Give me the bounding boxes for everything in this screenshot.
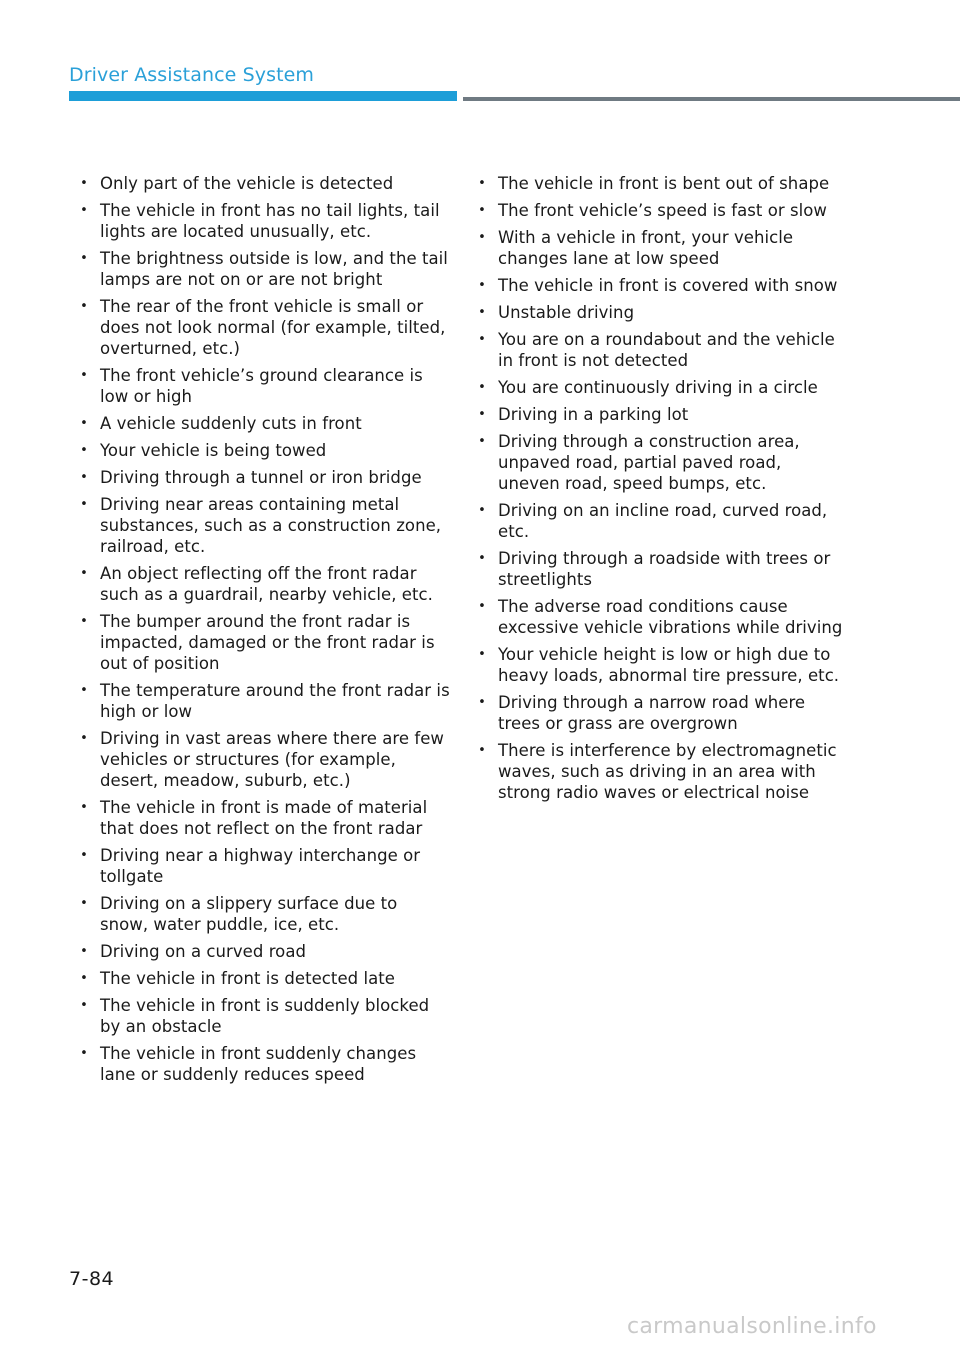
list-item bbox=[476, 404, 846, 425]
list-item bbox=[476, 431, 846, 494]
list-item-text: The temperature around the front radar is high or low bbox=[100, 681, 450, 721]
list-item-text: You are on a roundabout and the vehicle in front is not detected bbox=[498, 330, 835, 370]
bullet-icon: • bbox=[478, 503, 486, 518]
list-item-text: A vehicle suddenly cuts in front bbox=[100, 414, 362, 433]
list-item bbox=[476, 200, 846, 221]
list-item-text: The vehicle in front suddenly changes lane or suddenly reduces speed bbox=[100, 1044, 417, 1084]
bullet-icon: • bbox=[478, 743, 486, 758]
bullet-icon: • bbox=[80, 497, 88, 512]
list-item-text: Driving on a slippery surface due to snow, water puddle, ice, etc. bbox=[100, 894, 398, 934]
bullet-icon: • bbox=[80, 944, 88, 959]
list-item bbox=[78, 173, 450, 194]
list-item bbox=[78, 845, 450, 887]
list-item-text: Only part of the vehicle is detected bbox=[100, 174, 394, 193]
bullet-icon: • bbox=[80, 614, 88, 629]
bullet-icon: • bbox=[80, 443, 88, 458]
bullet-icon: • bbox=[478, 647, 486, 662]
list-item bbox=[78, 1043, 450, 1085]
bullet-icon: • bbox=[478, 599, 486, 614]
bullet-icon: • bbox=[478, 434, 486, 449]
list-item bbox=[78, 893, 450, 935]
list-item bbox=[78, 680, 450, 722]
bullet-icon: • bbox=[80, 971, 88, 986]
list-item-text: The vehicle in front is covered with snow bbox=[498, 276, 838, 295]
bullet-icon: • bbox=[80, 416, 88, 431]
bullet-icon: • bbox=[80, 896, 88, 911]
bullet-icon: • bbox=[80, 470, 88, 485]
list-item-text: Your vehicle is being towed bbox=[100, 441, 327, 460]
bullet-icon: • bbox=[478, 551, 486, 566]
list-item-text: Driving on an incline road, curved road, etc. bbox=[498, 501, 828, 541]
list-item-text: With a vehicle in front, your vehicle changes lane at low speed bbox=[498, 228, 794, 268]
bullet-icon: • bbox=[80, 176, 88, 191]
list-item bbox=[78, 728, 450, 791]
list-item bbox=[78, 296, 450, 359]
list-item bbox=[476, 692, 846, 734]
header-rule-gray bbox=[463, 97, 960, 101]
bullet-icon: • bbox=[80, 731, 88, 746]
bullet-icon: • bbox=[478, 305, 486, 320]
list-item-text: The rear of the front vehicle is small or does not look normal (for example, tilted, overturned, etc.) bbox=[100, 297, 446, 358]
list-item-text: There is interference by electromagnetic waves, such as driving in an area with strong radio waves or electrical noise bbox=[498, 741, 837, 802]
list-item-text: The front vehicle’s speed is fast or slow bbox=[498, 201, 827, 220]
list-item-text: Your vehicle height is low or high due to heavy loads, abnormal tire pressure, etc. bbox=[498, 645, 840, 685]
list-item-text: Driving through a roadside with trees or streetlights bbox=[498, 549, 831, 589]
list-item bbox=[78, 995, 450, 1037]
list-item bbox=[476, 275, 846, 296]
list-item bbox=[78, 413, 450, 434]
list-item bbox=[476, 644, 846, 686]
bullet-icon: • bbox=[80, 368, 88, 383]
list-item bbox=[476, 500, 846, 542]
list-item-text: The adverse road conditions cause excessive vehicle vibrations while driving bbox=[498, 597, 843, 637]
list-item-text: Driving near a highway interchange or tollgate bbox=[100, 846, 421, 886]
list-item-text: The vehicle in front is detected late bbox=[100, 969, 395, 988]
list-item-text: Driving through a construction area, unpaved road, partial paved road, uneven road, speed bumps, etc. bbox=[498, 432, 800, 493]
list-item-text: The vehicle in front is suddenly blocked by an obstacle bbox=[100, 996, 430, 1036]
list-item bbox=[78, 440, 450, 461]
list-item bbox=[476, 740, 846, 803]
list-item bbox=[476, 377, 846, 398]
list-item-text: The vehicle in front is bent out of shape bbox=[498, 174, 830, 193]
list-item-text: The bumper around the front radar is impacted, damaged or the front radar is out of position bbox=[100, 612, 435, 673]
list-item bbox=[476, 173, 846, 194]
list-item-text: Driving in vast areas where there are few vehicles or structures (for example, desert, meadow, suburb, etc.) bbox=[100, 729, 444, 790]
bullet-icon: • bbox=[478, 278, 486, 293]
list-item bbox=[476, 548, 846, 590]
bullet-icon: • bbox=[478, 695, 486, 710]
list-item bbox=[78, 968, 450, 989]
bullet-icon: • bbox=[478, 380, 486, 395]
bullet-icon: • bbox=[80, 203, 88, 218]
list-item-text: Driving on a curved road bbox=[100, 942, 306, 961]
bullet-icon: • bbox=[478, 332, 486, 347]
bullet-icon: • bbox=[80, 800, 88, 815]
bullet-icon: • bbox=[478, 176, 486, 191]
bullet-icon: • bbox=[478, 407, 486, 422]
list-item bbox=[78, 941, 450, 962]
list-item bbox=[78, 200, 450, 242]
list-item bbox=[476, 596, 846, 638]
list-item bbox=[78, 797, 450, 839]
bullet-icon: • bbox=[478, 203, 486, 218]
left-bullet-list bbox=[78, 173, 450, 1091]
bullet-icon: • bbox=[80, 251, 88, 266]
list-item bbox=[78, 494, 450, 557]
list-item bbox=[78, 563, 450, 605]
bullet-icon: • bbox=[80, 299, 88, 314]
section-title: Driver Assistance System bbox=[69, 64, 315, 86]
bullet-icon: • bbox=[80, 683, 88, 698]
watermark: carmanualsonline.info bbox=[627, 1314, 877, 1339]
bullet-icon: • bbox=[80, 1046, 88, 1061]
bullet-icon: • bbox=[478, 230, 486, 245]
list-item bbox=[78, 611, 450, 674]
list-item bbox=[78, 365, 450, 407]
list-item-text: Driving through a narrow road where trees or grass are overgrown bbox=[498, 693, 806, 733]
list-item-text: An object reflecting off the front radar such as a guardrail, nearby vehicle, etc. bbox=[100, 564, 433, 604]
list-item-text: The vehicle in front has no tail lights, tail lights are located unusually, etc. bbox=[100, 201, 440, 241]
list-item-text: Driving in a parking lot bbox=[498, 405, 689, 424]
list-item-text: You are continuously driving in a circle bbox=[498, 378, 818, 397]
bullet-icon: • bbox=[80, 566, 88, 581]
list-item-text: Driving near areas containing metal substances, such as a construction zone, railroad, etc. bbox=[100, 495, 442, 556]
list-item bbox=[476, 329, 846, 371]
list-item bbox=[476, 302, 846, 323]
list-item bbox=[78, 467, 450, 488]
right-bullet-list bbox=[476, 173, 846, 809]
list-item-text: The brightness outside is low, and the tail lamps are not on or are not bright bbox=[100, 249, 448, 289]
page-number: 7-84 bbox=[69, 1268, 115, 1290]
list-item bbox=[476, 227, 846, 269]
bullet-icon: • bbox=[80, 998, 88, 1013]
list-item-text: The vehicle in front is made of material that does not reflect on the front radar bbox=[100, 798, 428, 838]
list-item-text: The front vehicle’s ground clearance is low or high bbox=[100, 366, 423, 406]
list-item-text: Unstable driving bbox=[498, 303, 635, 322]
list-item-text: Driving through a tunnel or iron bridge bbox=[100, 468, 422, 487]
header-rule-accent bbox=[69, 91, 457, 101]
bullet-icon: • bbox=[80, 848, 88, 863]
list-item bbox=[78, 248, 450, 290]
